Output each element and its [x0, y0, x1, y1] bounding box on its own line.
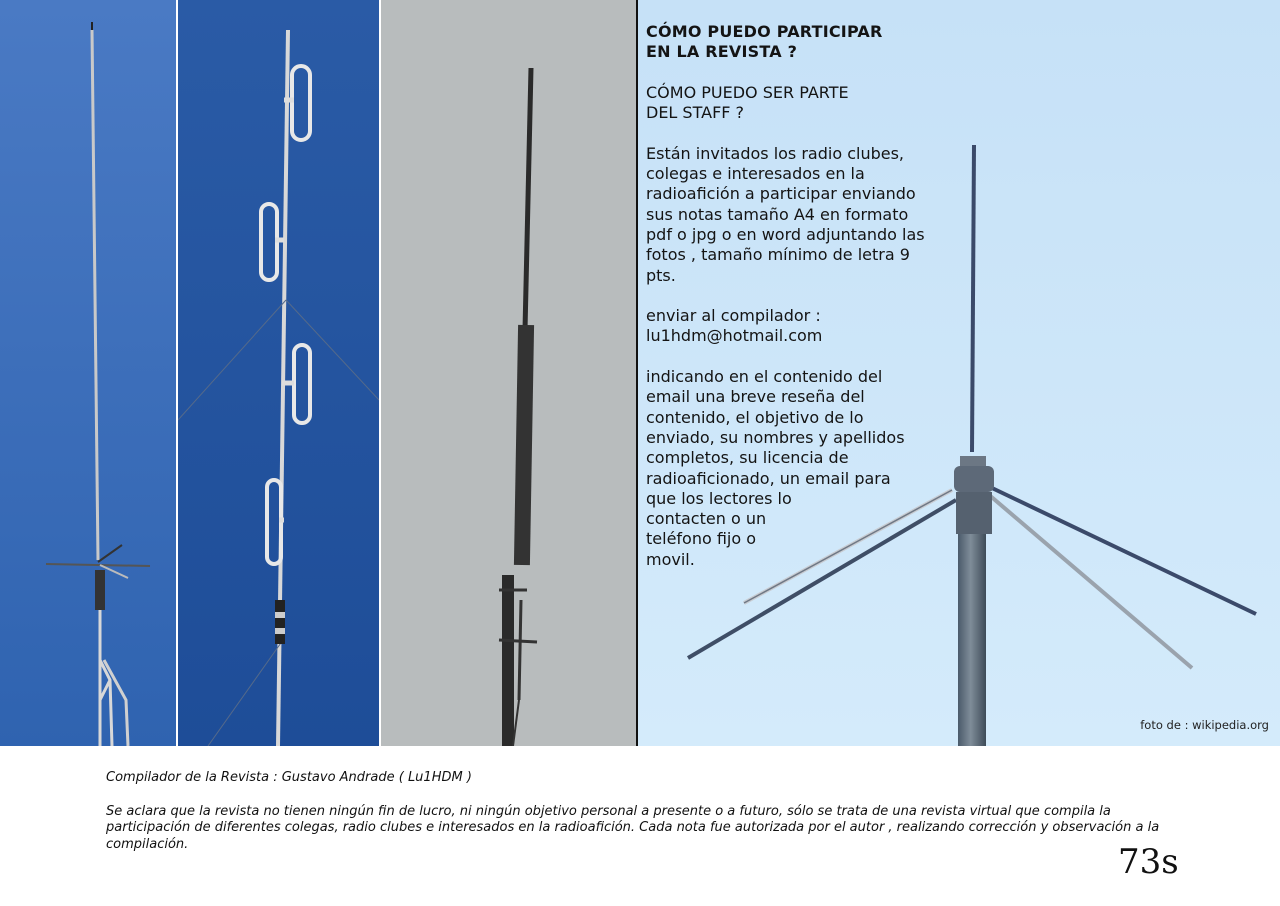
antenna-photo-dipole-array — [178, 0, 379, 746]
antenna-photo-vertical — [0, 0, 176, 746]
article-subheading: CÓMO PUEDO SER PARTE DEL STAFF ? — [646, 82, 849, 123]
article-paragraph-send: enviar al compilador : lu1hdm@hotmail.com — [646, 306, 823, 346]
footer-disclaimer: Se aclara que la revista no tienen ningún fin de lucro, ni ningún objetivo personal a presente o a futuro, sólo se trata de una revista virtual que compila la participación de diferentes colegas, radio clubes e interesados en la radioafición. Cada nota fue autorizada por el autor , realizando corrección y observación a la compilación. — [106, 803, 1160, 852]
participation-article — [646, 22, 966, 590]
antenna-photo-whip — [381, 0, 636, 746]
page-number: 73s — [1118, 842, 1179, 882]
article-paragraph-indicate: indicando en el contenido del email una breve reseña del contenido, el objetivo de lo enviado, su nombres y apellidos completos, su licencia de radioaficionado, un email para que los lectores lo contacten o un teléfono fijo o movil. — [646, 367, 905, 569]
article-heading: CÓMO PUEDO PARTICIPAR EN LA REVISTA ? — [646, 22, 883, 62]
footer-compiler: Compilador de la Revista : Gustavo Andrade ( Lu1HDM ) — [106, 770, 472, 785]
photo-credit: foto de : wikipedia.org — [1140, 718, 1269, 732]
footer — [106, 770, 1186, 870]
article-paragraph-invite: Están invitados los radio clubes, colegas e interesados en la radioafición a participar enviando sus notas tamaño A4 en formato pdf o jpg o en word adjuntando las fotos , tamaño mínimo de letra 9 pts. — [646, 143, 925, 285]
